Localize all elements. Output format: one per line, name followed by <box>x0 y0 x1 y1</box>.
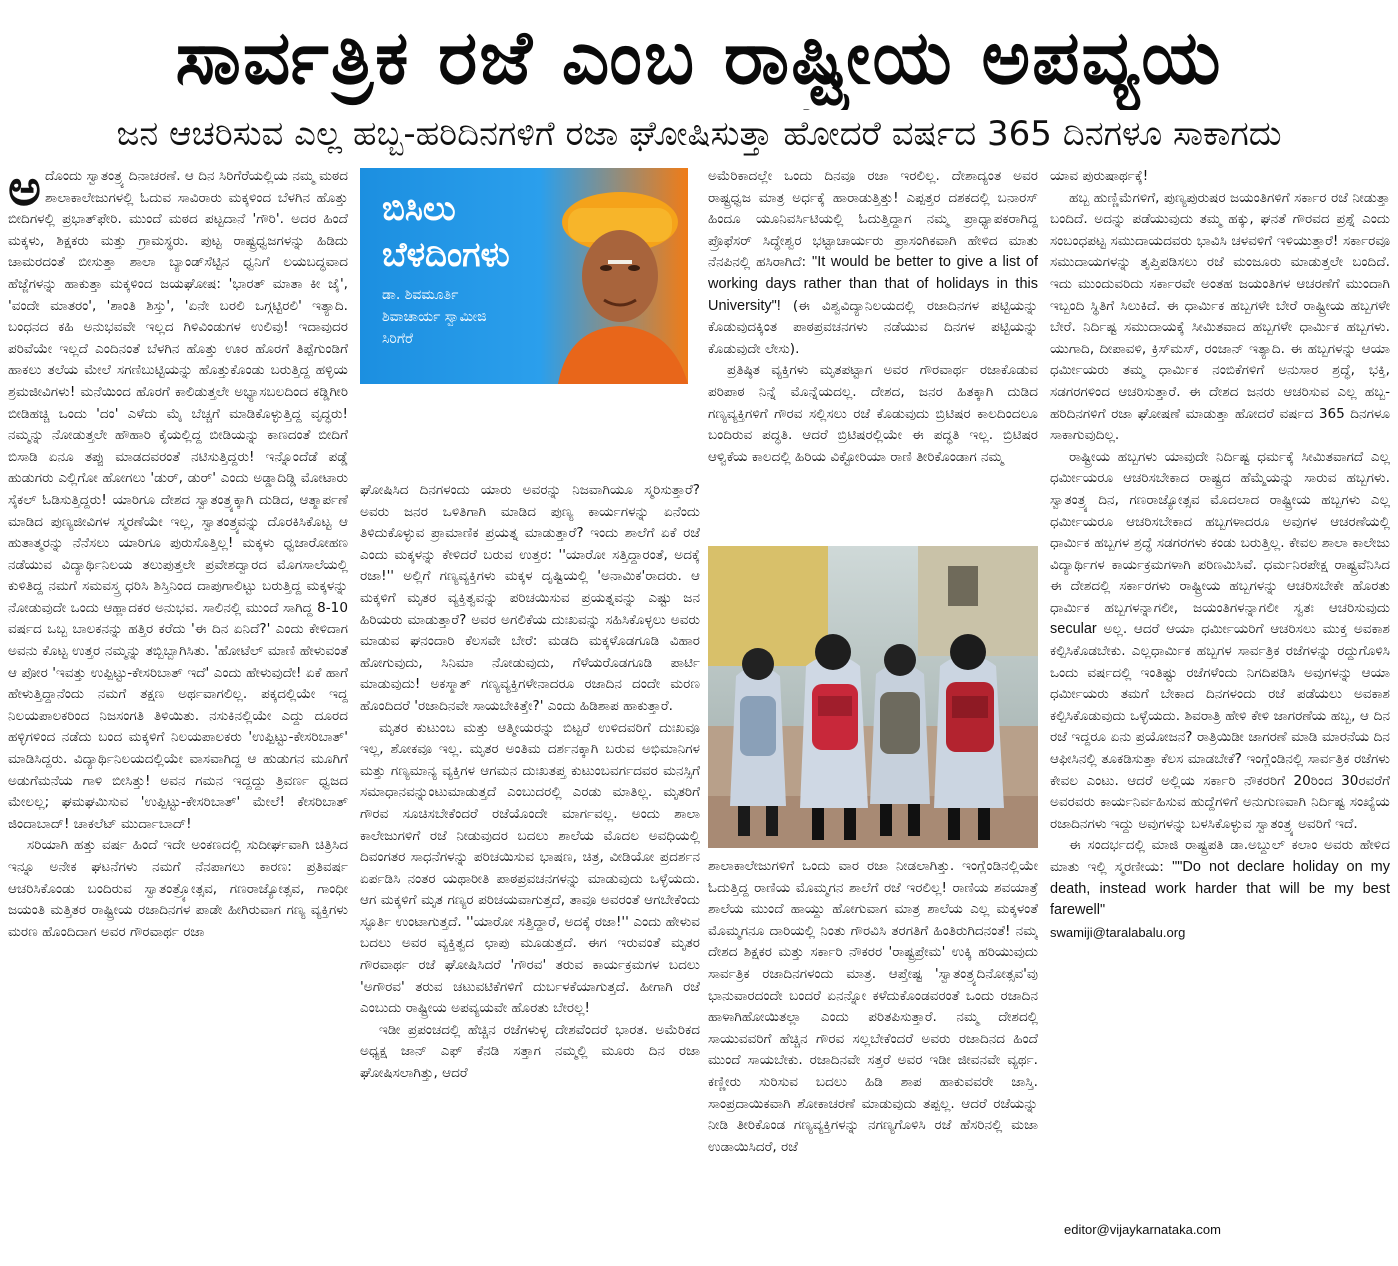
paragraph: ಘೋಷಿಸಿದ ದಿನಗಳಂದು ಯಾರು ಅವರನ್ನು ನಿಜವಾಗಿಯೂ ಸ್ಮರಿಸುತ್ತಾರೆ? ಅವರು ಜನರ ಒಳಿತಿಗಾಗಿ ಮಾಡಿದ ಪುಣ್ಯ ಕಾರ್ಯಗಳನ್ನು ಏನೆಂದು ತಿಳಿದುಕೊಳ್ಳುವ ಪ್ರಾಮಾಣಿಕ ಪ್ರಯತ್ನ ಮಾಡುತ್ತಾರೆ? ಇಂದು ಶಾಲೆಗೆ ಏಕೆ ರಜೆ ಎಂದು ಮಕ್ಕಳನ್ನು ಕೇಳಿದರೆ ಬರುವ ಉತ್ತರ: ''ಯಾರೋ ಸತ್ತಿದ್ದಾರಂತೆ, ಅದಕ್ಕೆ ರಜಾ!'' ಅಲ್ಲಿಗೆ ಗಣ್ಯವ್ಯಕ್ತಿಗಳು ಮಕ್ಕಳ ದೃಷ್ಟಿಯಲ್ಲಿ 'ಅನಾಮಿಕ'ರಾದರು. ಆ ಮಕ್ಕಳಿಗೆ ಮೃತರ ವ್ಯಕ್ತಿತ್ವವನ್ನು ಪರಿಚಯಿಸುವ ಪ್ರಯತ್ನವನ್ನು ಎಷ್ಟು ಜನ ಹಿರಿಯರು ಮಾಡುತ್ತಾರೆ? ಅವರ ಅಗಲಿಕೆಯ ದುಃಖವನ್ನು ಸಹಿಸಿಕೊಳ್ಳಲು ಅವರು ಮಾಡುವ ಘನಂದಾರಿ ಕೆಲಸವೇ ಬೇರೆ: ಮಡದಿ ಮಕ್ಕಳೊಡಗೂಡಿ ವಿಹಾರ ಹೋಗುವುದು, ಸಿನಿಮಾ ನೋಡುವುದು, ಗೆಳೆಯರೊಡಗೂಡಿ ಪಾರ್ಟಿ ಮಾಡುವುದು! ಅಕಸ್ಮಾತ್ ಗಣ್ಯವ್ಯಕ್ತಿಗಳೇನಾದರೂ ರಜಾದಿನ ದಂದೇ ಮರಣ ಹೊಂದಿದರೆ 'ರಜಾದಿನವೇ ಸಾಯಬೇಕಿತ್ತೇ?' ಎಂದು ಹಿಡಿಶಾಪ ಹಾಕುತ್ತಾರೆ. <box>360 482 700 714</box>
english-quote: ""Do not declare holiday on my death, instead work harder that will be my best farewell" <box>1050 859 1390 919</box>
column-title-line2: ಬೆಳದಿಂಗಳು <box>382 235 510 275</box>
article-column-3-upper <box>708 166 1038 538</box>
author-portrait <box>548 168 688 384</box>
paragraph-text: ರಾಷ್ಟ್ರೀಯ ಹಬ್ಬಗಳು ಯಾವುದೇ ನಿರ್ದಿಷ್ಟ ಧರ್ಮಕ್ಕೆ ಸೀಮಿತವಾಗದೆ ಎಲ್ಲ ಧರ್ಮೀಯರೂ ಆಚರಿಸಬೇಕಾದ ರಾಷ್ಟ್ರದ ಹೆಮ್ಮೆಯನ್ನು ಸಾರುವ ಹಬ್ಬಗಳು. ಸ್ವಾತಂತ್ರ್ಯ ದಿನ, ಗಣರಾಜ್ಯೋತ್ಸವ ಮೊದಲಾದ ರಾಷ್ಟ್ರೀಯ ಹಬ್ಬಗಳು ಎಲ್ಲ ಧರ್ಮೀಯರೂ ಆಚರಿಸಬೇಕಾದ ಹಬ್ಬಗಳಾದರೂ ಅವುಗಳ ಆಚರಣೆಯಲ್ಲಿ ಧಾರ್ಮಿಕ ಹಬ್ಬಗಳ ಶ್ರದ್ಧೆ ಸಡಗರಗಳು ಕಂಡು ಬರುತ್ತಿಲ್ಲ. ಕೇವಲ ಶಾಲಾ ಕಾಲೇಜು ವಿದ್ಯಾರ್ಥಿಗಳ ಕಾರ್ಯಕ್ರಮಗಳಾಗಿ ಪರಿಣಮಿಸಿವೆ. ಧರ್ಮನಿರಪೇಕ್ಷ ರಾಷ್ಟ್ರವೆನಿಸಿದ ಈ ದೇಶದಲ್ಲಿ ಸರ್ಕಾರಗಳು ರಾಷ್ಟ್ರೀಯ ಹಬ್ಬಗಳನ್ನು ಆಚರಿಸಬೇಕೇ ಹೊರತು ಧಾರ್ಮಿಕ ಹಬ್ಬಗಳನ್ನಾಗಲೀ, ಜಯಂತಿಗಳನ್ನಾಗಲೀ ಸ್ವತಃ ಆಚರಿಸುವುದು <box>1050 448 1390 616</box>
paragraph: ಮೃತರ ಕುಟುಂಬ ಮತ್ತು ಆತ್ಮೀಯರನ್ನು ಬಿಟ್ಟರೆ ಉಳಿದವರಿಗೆ ದುಃಖವೂ ಇಲ್ಲ, ಶೋಕವೂ ಇಲ್ಲ. ಮೃತರ ಅಂತಿಮ ದರ್ಶನಕ್ಕಾಗಿ ಬರುವ ಅಭಿಮಾನಿಗಳ ಮತ್ತು ಗಣ್ಯಮಾನ್ಯ ವ್ಯಕ್ತಿಗಳ ಆಗಮನ ದುಃಖತಪ್ತ ಕುಟುಂಬವರ್ಗದವರ ಮನಸ್ಸಿಗೆ ಸಮಾಧಾನವನ್ನುಂಟುಮಾಡುತ್ತದೆ ಎಂಬುದರಲ್ಲಿ ಎರಡು ಮಾತಿಲ್ಲ. ಮೃತರಿಗೆ ಗೌರವ ಸೂಚಿಸಬೇಕೆಂದರೆ ರಜೆಯೊಂದೇ ಮಾರ್ಗವಲ್ಲ. ಅಂದು ಶಾಲಾ ಕಾಲೇಜುಗಳಿಗೆ ರಜೆ ನೀಡುವುದರ ಬದಲು ಶಾಲೆಯ ಮೊದಲ ಅವಧಿಯಲ್ಲಿ ದಿವಂಗತರ ಸಾಧನೆಗಳನ್ನು ಪರಿಚಯಿಸುವ ಭಾಷಣ, ಚಿತ್ರ, ವೀಡಿಯೋ ಪ್ರದರ್ಶನ ಏರ್ಪಡಿಸಿ ನಂತರ ಯಥಾರೀತಿ ಪಾಠಪ್ರವಚನಗಳನ್ನು ಮಾಡುವುದು ಒಳ್ಳೆಯದು. ಆಗ ಮಕ್ಕಳಿಗೆ ಮೃತ ಗಣ್ಯರ ಪರಿಚಯವಾಗುತ್ತದೆ, ತಾವೂ ಅವರಂತೆ ಆಗಬೇಕೆಂದು ಸ್ಫೂರ್ತಿ ಉಂಟಾಗುತ್ತದೆ. ''ಯಾರೋ ಸತ್ತಿದ್ದಾರೆ, ಅದಕ್ಕೆ ರಜಾ!'' ಎಂದು ಹೇಳುವ ಬದಲು ಅವರ ವ್ಯಕ್ತಿತ್ವದ ಛಾಪು ಮೂಡುತ್ತದೆ. ಈಗ ಇರುವಂತೆ ಮೃತರ ಗೌರವಾರ್ಥ ರಜೆ ಘೋಷಿಸಿದರೆ 'ಗೌರವ' ತರುವ ಕಾರ್ಯಕ್ರಮಗಳ ಬದಲು 'ಅಗೌರವ' ತರುವ ಚಟುವಟಿಕೆಗಳಿಗೆ ದುರ್ಬಳಕೆಯಾಗುತ್ತದೆ. ಹೀಗಾಗಿ ರಜೆ ಎಂಬುದು ರಾಷ್ಟ್ರೀಯ ಅಪವ್ಯಯವೇ ಹೊರತು ಬೇರಲ್ಲ! <box>360 719 700 1017</box>
paragraph: ಶಾಲಾಕಾಲೇಜುಗಳಿಗೆ ಒಂದು ವಾರ ರಜಾ ನೀಡಲಾಗಿತ್ತು. ಇಂಗ್ಲೆಂಡಿನಲ್ಲಿಯೇ ಓದುತ್ತಿದ್ದ ರಾಣಿಯ ಮೊಮ್ಮಗನ ಶಾಲೆಗೆ ರಜೆ ಇರಲಿಲ್ಲ! ರಾಣಿಯ ಶವಯಾತ್ರೆ ಶಾಲೆಯ ಮುಂದೆ ಹಾಯ್ದು ಹೋಗುವಾಗ ಮಾತ್ರ ಶಾಲೆಯ ಎಲ್ಲ ಮಕ್ಕಳಂತೆ ಮೊಮ್ಮಗನೂ ದಾರಿಯಲ್ಲಿ ನಿಂತು ಗೌರವಿಸಿ ತರಗತಿಗೆ ಹಿಂತಿರುಗಿದನಂತೆ! ನಮ್ಮ ದೇಶದ ಶಿಕ್ಷಕರ ಮತ್ತು ಸರ್ಕಾರಿ ನೌಕರರ 'ರಾಷ್ಟ್ರಪ್ರೇಮ' ಉಕ್ಕಿ ಹರಿಯುವುದು ಸಾರ್ವತ್ರಿಕ ರಜಾದಿನಗಳಂದು ಮಾತ್ರ. ಆಪ್ತೇಷ್ಟ 'ಸ್ವಾತಂತ್ರ್ಯದಿನೋತ್ಸವ'ವು ಭಾನುವಾರದಂದೇ ಬಂದರೆ ಏನನ್ನೋ ಕಳೆದುಕೊಂಡವರಂತೆ ಒಂದು ರಜಾದಿನ ಹಾಳಾಗಿಹೋಯಿತಲ್ಲಾ ಎಂದು ಪರಿತಪಿಸುತ್ತಾರೆ. ನಮ್ಮ ದೇಶದಲ್ಲಿ ಸಾಯುವವರಿಗೆ ಹೆಚ್ಚಿನ ಗೌರವ ಸಲ್ಲಬೇಕೆಂದರೆ ಅವರು ರಜಾದಿನದ ಹಿಂದೆ ಮುಂದೆ ಸಾಯಬೇಕು. ರಜಾದಿನವೇ ಸತ್ತರೆ ಅವರ ಇಡೀ ಜೀವನವೇ ವ್ಯರ್ಥ. ಕಣ್ಣೀರು ಸುರಿಸುವ ಬದಲು ಹಿಡಿ ಶಾಪ ಹಾಕುವವರೇ ಜಾಸ್ತಿ. ಸಾಂಪ್ರದಾಯಿಕವಾಗಿ ಶೋಕಾಚರಣೆ ಮಾಡುವುದು ತಪ್ಪಲ್ಲ. ಆದರೆ ರಜೆಯನ್ನು ನೀಡಿ ತೀರಿಕೊಂಡ ಗಣ್ಯವ್ಯಕ್ತಿಗಳನ್ನು ನಗಣ್ಯಗೊಳಿಸಿ ರಜೆ ಹೆಸರಿನಲ್ಲಿ ಮಜಾ ಉಡಾಯಿಸಿದರೆ, ರಜೆ <box>708 858 1038 1155</box>
author-email: swamiji@taralabalu.org <box>1050 924 1186 940</box>
headline: ಸಾರ್ವತ್ರಿಕ ರಜೆ ಎಂಬ ರಾಷ್ಟ್ರೀಯ ಅಪವ್ಯಯ <box>175 15 1223 101</box>
article-column-3-lower <box>708 856 1038 1260</box>
column-title-line1: ಬಿಸಿಲು <box>382 189 456 229</box>
paragraph: ಪ್ರತಿಷ್ಠಿತ ವ್ಯಕ್ತಿಗಳು ಮೃತಪಟ್ಟಾಗ ಅವರ ಗೌರವಾರ್ಥ ರಜಾಕೊಡುವ ಪರಿಪಾಠ ನಿನ್ನೆ ಮೊನ್ನೆಯದಲ್ಲ. ದೇಶದ, ಜನರ ಹಿತಕ್ಕಾಗಿ ದುಡಿದ ಗಣ್ಯವ್ಯಕ್ತಿಗಳಿಗೆ ಗೌರವ ಸಲ್ಲಿಸಲು ರಜೆ ಕೊಡುವುದು ಬ್ರಿಟಿಷರ ಕಾಲದಿಂದಲೂ ಬಂದಿರುವ ಪದ್ಧತಿ. ಆದರೆ ಬ್ರಿಟಿಷರಲ್ಲಿಯೇ ಈ ಪದ್ಧತಿ ಇಲ್ಲ. ಬ್ರಿಟಿಷರ ಆಳ್ವಿಕೆಯ ಕಾಲದಲ್ಲಿ ಹಿರಿಯ ವಿಕ್ಟೋರಿಯಾ ರಾಣಿ ತೀರಿಕೊಂಡಾಗ ನಮ್ಮ <box>708 362 1038 465</box>
paragraph-text: ಅಮೆರಿಕಾದಲ್ಲೇ ಒಂದು ದಿನವೂ ರಜಾ ಇರಲಿಲ್ಲ. ದೇಶಾದ್ಯಂತ ಅವರ ರಾಷ್ಟ್ರಧ್ವಜ ಮಾತ್ರ ಅರ್ಧಕ್ಕೆ ಹಾರಾಡುತ್ತಿತ್ತು! ಎಪ್ಪತ್ತರ ದಶಕದಲ್ಲಿ ಬನಾರಸ್ ಹಿಂದೂ ಯೂನಿವರ್ಸಿಟಿಯಲ್ಲಿ ಓದುತ್ತಿದ್ದಾಗ ನಮ್ಮ ಪ್ರಾಧ್ಯಾಪಕರಾಗಿದ್ದ ಪ್ರೊಫೆಸರ್ ಸಿದ್ಧೇಶ್ವರ ಭಟ್ಟಾಚಾರ್ಯರು ಪ್ರಾಸಂಗಿಕವಾಗಿ ಹೇಳಿದ ಮಾತು ನೆನಪಿನಲ್ಲಿ ಹಸಿರಾಗಿದೆ: <box>708 168 1038 271</box>
subheadline: ಜನ ಆಚರಿಸುವ ಎಲ್ಲ ಹಬ್ಬ-ಹರಿದಿನಗಳಿಗೆ ರಜಾ ಘೋಷಿಸುತ್ತಾ ಹೋದರೆ ವರ್ಷದ 365 ದಿನಗಳೂ ಸಾಕಾಗದು <box>116 114 1282 154</box>
paragraph-text: ಈ ಸಂದರ್ಭದಲ್ಲಿ ಮಾಜಿ ರಾಷ್ಟ್ರಪತಿ ಡಾ.ಅಬ್ದುಲ್ ಕಲಾಂ ಅವರು ಹೇಳಿದ ಮಾತು ಇಲ್ಲಿ ಸ್ಮರಣೀಯ: <box>1050 837 1390 875</box>
editor-email: editor@vijaykarnataka.com <box>1064 1222 1221 1237</box>
paragraph: ಸರಿಯಾಗಿ ಹತ್ತು ವರ್ಷ ಹಿಂದೆ ಇದೇ ಅಂಕಣದಲ್ಲಿ ಸುದೀರ್ಘವಾಗಿ ಚಿತ್ರಿಸಿದ ಇನ್ನೂ ಅನೇಕ ಘಟನೆಗಳು ನಮಗೆ ನೆನಪಾಗಲು ಕಾರಣ: ಪ್ರತಿವರ್ಷ ಆಚರಿಸಿಕೊಂಡು ಬಂದಿರುವ ಸ್ವಾತಂತ್ರ್ಯೋತ್ಸವ, ಗಣರಾಜ್ಯೋತ್ಸವ, ಗಾಂಧೀ ಜಯಂತಿ ಮತ್ತಿತರ ರಾಷ್ಟ್ರೀಯ ರಜಾದಿನಗಳ ಪಾಡೇ ಹೀಗಿರುವಾಗ ಗಣ್ಯ ವ್ಯಕ್ತಿಗಳು ಮರಣ ಹೊಂದಿದಾಗ ಅವರ ಗೌರವಾರ್ಥ ರಜಾ <box>8 837 348 940</box>
paragraph <box>708 166 1038 360</box>
article-column-1 <box>8 166 348 1260</box>
author-name-line2: ಶಿವಾಚಾರ್ಯ ಸ್ವಾಮೀಜಿ <box>382 309 487 325</box>
paragraph <box>1050 447 1390 836</box>
paragraph-text: (ಈ ವಿಶ್ವವಿದ್ಯಾನಿಲಯದಲ್ಲಿ ರಜಾದಿನಗಳ ಪಟ್ಟಿಯನ್ನು ಕೊಡುವುದಕ್ಕಿಂತ ಪಾಠಪ್ರವಚನಗಳು ನಡೆಯುವ ದಿನಗಳ ಪಟ್ಟಿಯನ್ನು ಕೊಡುವುದೇ ಲೇಸು). <box>708 297 1038 357</box>
dropcap: ಅ <box>8 166 41 217</box>
author-name-line1: ಡಾ. ಶಿವಮೂರ್ತಿ <box>382 287 459 303</box>
students-photo <box>708 546 1038 848</box>
column-title <box>382 186 562 278</box>
paragraph: ಇಡೀ ಪ್ರಪಂಚದಲ್ಲಿ ಹೆಚ್ಚಿನ ರಜೆಗಳುಳ್ಳ ದೇಶವೆಂದರೆ ಭಾರತ. ಅಮೆರಿಕದ ಅಧ್ಯಕ್ಷ ಜಾನ್ ಎಫ್ ಕೆನಡಿ ಸತ್ತಾಗ ನಮ್ಮಲ್ಲಿ ಮೂರು ದಿನ ರಜಾ ಘೋಷಿಸಲಾಗಿತ್ತು, ಆದರೆ <box>360 1021 700 1082</box>
english-quote: "It would be better to give a list of working days rather than that of holidays in this University"! <box>708 254 1038 314</box>
english-word: secular <box>1050 621 1097 638</box>
article-column-2 <box>360 480 700 1260</box>
paragraph <box>8 166 348 835</box>
paragraph: ಹಬ್ಬ ಹುಣ್ಣಿಮೆಗಳಿಗೆ, ಪುಣ್ಯಪುರುಷರ ಜಯಂತಿಗಳಿಗೆ ಸರ್ಕಾರ ರಜೆ ನೀಡುತ್ತಾ ಬಂದಿದೆ. ಅದನ್ನು ಪಡೆಯುವುದು ತಮ್ಮ ಹಕ್ಕು, ಘನತೆ ಗೌರವದ ಪ್ರಶ್ನೆ ಎಂದು ಸಂಬಂಧಪಟ್ಟ ಸಮುದಾಯದವರು ಭಾವಿಸಿ ಚಳವಳಿಗೆ ಇಳಿಯುತ್ತಾರೆ! ಸರ್ಕಾರವೂ ಸಮುದಾಯಗಳನ್ನು ತೃಪ್ತಿಪಡಿಸಲು ರಜೆ ಮಂಜೂರು ಮಾಡುತ್ತಲೇ ಬಂದಿದೆ. ಇದು ಮುಂದುವರಿದು ಸರ್ಕಾರವೇ ಅಂತಹ ಜಯಂತಿಗಳ ಆಚರಣೆಗೆ ಮುಂದಾಗಿ ಇಬ್ಬಂದಿ ಸ್ಥಿತಿಗೆ ಸಿಲುಕಿದೆ. ಈ ಧಾರ್ಮಿಕ ಹಬ್ಬಗಳೇ ಬೇರೆ ರಾಷ್ಟ್ರೀಯ ಹಬ್ಬಗಳೇ ಬೇರೆ. ನಿರ್ದಿಷ್ಟ ಸಮುದಾಯಕ್ಕೆ ಸೀಮಿತವಾದ ಹಬ್ಬಗಳೇ ಧಾರ್ಮಿಕ ಹಬ್ಬಗಳು. ಯುಗಾದಿ, ದೀಪಾವಳಿ, ಕ್ರಿಸ್‌ಮಸ್, ರಂಜಾನ್ ಇತ್ಯಾದಿ. ಈ ಹಬ್ಬಗಳನ್ನು ಆಯಾ ಧರ್ಮೀಯರು ತಮ್ಮ ಧಾರ್ಮಿಕ ನಂಬಿಕೆಗಳಿಗೆ ಅನುಸಾರ ಶ್ರದ್ಧೆ, ಭಕ್ತಿ, ಸಡಗರಗಳಿಂದ ಆಚರಿಸುತ್ತಾರೆ. ಈ ದೇಶದ ಜನರು ಆಚರಿಸುವ ಎಲ್ಲ ಹಬ್ಬ-ಹರಿದಿನಗಳಿಗೆ ರಜಾ ಘೋಷಣೆ ಮಾಡುತ್ತಾ ಹೋದರೆ ವರ್ಷದ 365 ದಿನಗಳೂ ಸಾಕಾಗುವುದಿಲ್ಲ. <box>1050 189 1390 444</box>
paragraph: ಯಾವ ಪುರುಷಾರ್ಥಕ್ಕೆ! <box>1050 168 1149 184</box>
column-title-box <box>360 168 688 384</box>
article-column-4 <box>1050 166 1390 1216</box>
paragraph-text: ದೊಂದು ಸ್ವಾತಂತ್ರ್ಯ ದಿನಾಚರಣೆ. ಆ ದಿನ ಸಿರಿಗೆರೆಯಲ್ಲಿಯ ನಮ್ಮ ಮಠದ ಶಾಲಾಕಾಲೇಜುಗಳಲ್ಲಿ ಓದುವ ಸಾವಿರಾರು ಮಕ್ಕಳಿಂದ ಬೆಳಗಿನ ಹೊತ್ತು ಬೀದಿಗಳಲ್ಲಿ ಪ್ರಭಾತ್‌ಫೇರಿ. ಮುಂದೆ ಮಠದ ಪಟ್ಟದಾನೆ 'ಗೌರಿ'. ಅದರ ಹಿಂದೆ ಮಕ್ಕಳು, ಶಿಕ್ಷಕರು ಮತ್ತು ಗ್ರಾಮಸ್ಥರು. ಪುಟ್ಟ ರಾಷ್ಟ್ರಧ್ವಜಗಳನ್ನು ಹಿಡಿದು ಚಾಮರದಂತೆ ಬೀಸುತ್ತಾ ಶಾಲಾ ಬ್ಯಾಂಡ್‌ಸೆಟ್ಟಿನ ಧ್ವನಿಗೆ ಲಯಬದ್ಧವಾದ ಹೆಜ್ಜೆಗಳನ್ನು ಹಾಕುತ್ತಾ ಮಕ್ಕಳಿಂದ ಜಯಘೋಷ: 'ಭಾರತ್ ಮಾತಾ ಕೀ ಜೈ', 'ವಂದೇ ಮಾತರಂ', 'ಶಾಂತಿ ಶಿಸ್ತು', 'ಏನೇ ಬರಲಿ ಒಗ್ಗಟ್ಟಿರಲಿ' ಇತ್ಯಾದಿ. ಬಂಧನದ ಕಹಿ ಅನುಭವವೇ ಇಲ್ಲದ ಗಿಳಿವಿಂಡುಗಳ ಉಲಿವು! ಇದಾವುದರ ಪರಿವೆಯೇ ಇಲ್ಲದೆ ಎಂದಿನಂತೆ ಬೆಳಗಿನ ಹೊತ್ತು ಊರ ಹೊರಗೆ ತಿಪ್ಪೆಗುಂಡಿಗೆ ಹಾಕಲು ತಲೆಯ ಮೇಲೆ ಸಗಣಿಬುಟ್ಟಿಯನ್ನು ಹೊತ್ತುಕೊಂಡು ಬರುತ್ತಿದ್ದ ಹಳ್ಳಿಯ ಶ್ರಮಜೀವಿಗಳು! ಮನೆಯಿಂದ ಹೊರಗೆ ಕಾಲಿಡುತ್ತಲೇ ಅಭ್ಯಾಸಬಲದಿಂದ ಕಡ್ಡಿಗೀರಿ ಬೀಡಿಹಚ್ಚಿ ಒಂದು 'ದಂ' ಎಳೆದು ಮೈ ಬೆಚ್ಚಗೆ ಮಾಡಿಕೊಳ್ಳುತ್ತಿದ್ದ ವೃದ್ಧರು! ನಮ್ಮನ್ನು ನೋಡುತ್ತಲೇ ಹೌಹಾರಿ ಕೈಯಲ್ಲಿದ್ದ ಬೀಡಿಯನ್ನು ಕಾಣದಂತೆ ಬೀದಿಗೆ ಬಿಸಾಡಿ ಏನೂ ತಪ್ಪು ಮಾಡದವರಂತೆ ನಟಿಸುತ್ತಿದ್ದರು! ಇನ್ನೊಂದೆಡೆ ಪಡ್ಡೆ ಹುಡುಗರು ಎಲ್ಲಿಗೋ ಹೋಗಲು 'ಡುರ್, ಡುರ್' ಎಂದು ಅಡ್ಡಾದಿಡ್ಡಿ ಮೋಟಾರು ಸೈಕಲ್ ಓಡಿಸುತ್ತಿದ್ದರು! ಯಾರಿಗೂ ದೇಶದ ಸ್ವಾತಂತ್ರ್ಯಕ್ಕಾಗಿ ದುಡಿದ, ಆತ್ಮಾರ್ಪಣೆ ಮಾಡಿದ ಪುಣ್ಯಜೀವಿಗಳ ಸ್ಮರಣೆಯೇ ಇಲ್ಲ, ಸ್ವಾತಂತ್ರ್ಯವನ್ನು ದೊರಕಿಸಿಕೊಟ್ಟ ಆ ಹುತಾತ್ಮರನ್ನು ನೆನೆಸಲು ಯಾರಿಗೂ ಪುರುಸೊತ್ತಿಲ್ಲ! ಮಕ್ಕಳು ಧ್ವಜಾರೋಹಣ ನಡೆಯುವ ವಿದ್ಯಾರ್ಥಿನಿಲಯ ತಲುಪುತ್ತಲೇ ಪ್ರವೇಶದ್ವಾರದ ಮೊಗಸಾಲೆಯಲ್ಲಿ ಕುಳಿತಿದ್ದ ನಮಗೆ ಸಮವಸ್ತ್ರ ಧರಿಸಿ ಶಿಸ್ತಿನಿಂದ ದಾಪುಗಾಲಿಟ್ಟು ಬರುತ್ತಿದ್ದ ಮಕ್ಕಳನ್ನು ನೋಡುವುದೇ ಒಂದು ಆಹ್ಲಾದಕರ ಅನುಭವ. ಸಾಲಿನಲ್ಲಿ ಮುಂದೆ ಸಾಗಿದ್ದ 8-10 ವರ್ಷದ ಒಬ್ಬ ಬಾಲಕನನ್ನು ಹತ್ತಿರ ಕರೆದು 'ಈ ದಿನ ಏನಿದೆ?' ಎಂದು ಕೇಳಿದಾಗ ಅವನು ಕೊಟ್ಟ ಉತ್ತರ ನಮ್ಮನ್ನು ತಬ್ಬಿಬ್ಬಾಗಿಸಿತು. 'ಹೋಟೆಲ್ ಮಾಣಿ ಹೇಳುವಂತೆ ಆ ಪೋರ 'ಇವತ್ತು ಉಪ್ಪಿಟ್ಟು-ಕೇಸರಿಬಾತ್ ಇದೆ' ಎಂದು ಹೇಳುವುದೇ! ಏಕೆ ಹಾಗೆ ಹೇಳುತ್ತಿದ್ದಾನೆಂದು ನಮಗೆ ತಕ್ಷಣ ಅರ್ಥವಾಗಲಿಲ್ಲ. ಪಕ್ಕದಲ್ಲಿಯೇ ಇದ್ದ ನಿಲಯಪಾಲಕರಿಂದ ನಿಜಸಂಗತಿ ತಿಳಿಯಿತು. ನಸುಕಿನಲ್ಲಿಯೇ ಎದ್ದು ದೂರದ ಹಳ್ಳಿಗಳಿಂದ ನಡೆದು ಬಂದ ಮಕ್ಕಳಿಗೆ ನಿಲಯಪಾಲಕರು 'ಉಪ್ಪಿಟ್ಟು-ಕೇಸರಿಬಾತ್' ಮಾಡಿಸಿದ್ದರು. ವಿದ್ಯಾರ್ಥಿನಿಲಯದಲ್ಲಿಯೇ ವಾಸವಾಗಿದ್ದ ಆ ಹುಡುಗನ ಮೂಗಿಗೆ ಅಡುಗೆಮನೆಯ ಗಾಳಿ ಬೀಸಿತ್ತು! ಅವನ ಗಮನ ಇದ್ದದ್ದು ತ್ರಿವರ್ಣ ಧ್ವಜದ ಮೇಲಲ್ಲ; ಘಮಘಮಿಸುವ 'ಉಪ್ಪಿಟ್ಟು-ಕೇಸರಿಬಾತ್' ಮೇಲೆ! ಕೇಸರಿಬಾತ್ ಜಿಂದಾಬಾದ್! ಚಾಕಲೆಟ್ ಮುರ್ದಾಬಾದ್! <box>8 168 348 832</box>
author-place: ಸಿರಿಗೆರೆ <box>382 331 413 347</box>
paragraph <box>1050 835 1390 921</box>
paragraph-text: ಅಲ್ಲ. ಆದರೆ ಆಯಾ ಧರ್ಮೀಯರಿಗೆ ಆಚರಿಸಲು ಮುಕ್ತ ಅವಕಾಶ ಕಲ್ಪಿಸಿಕೊಡಬೇಕು. ಎಲ್ಲಧಾರ್ಮಿಕ ಹಬ್ಬಗಳ ಸಾರ್ವತ್ರಿಕ ರಜೆಗಳನ್ನು ರದ್ದುಗೊಳಿಸಿ ಒಂದು ವರ್ಷದಲ್ಲಿ ಇಂತಿಷ್ಟು ರಜೆಗಳೆಂದು ನಿಗದಿಪಡಿಸಿ ಅವುಗಳನ್ನು ಆಯಾ ಧರ್ಮೀಯರು ತಮಗೆ ಬೇಕಾದ ದಿನಗಳಂದು ರಜೆ ಪಡೆಯಲು ಅವಕಾಶ ಕಲ್ಪಿಸಿಕೊಡುವುದು ಒಳ್ಳೆಯದು. ಶಿವರಾತ್ರಿ ಹೇಳಿ ಕೇಳಿ ಜಾಗರಣೆಯ ಹಬ್ಬ, ಆ ದಿನ ರಜೆ ಇದ್ದರೂ ಏನು ಪ್ರಯೋಜನ? ರಾತ್ರಿಯಿಡೀ ಜಾಗರಣೆ ಮಾಡಿ ಮಾರನೆಯ ದಿನ ಆಫೀಸಿನಲ್ಲಿ ತೂಕಡಿಸುತ್ತಾ ಕೆಲಸ ಮಾಡಬೇಕೆ? ಇಂಗ್ಲೆಂಡಿನಲ್ಲಿ ಸಾರ್ವತ್ರಿಕ ರಜೆಗಳು ಕೇವಲ ಎಂಟು. ಆದರೆ ಅಲ್ಲಿಯ ಸರ್ಕಾರಿ ನೌಕರರಿಗೆ 20ರಿಂದ 30ರವರೆಗೆ ಅವರವರು ಕಾರ್ಯನಿರ್ವಹಿಸುವ ಹುದ್ದೆಗಳಿಗೆ ಅನುಗುಣವಾಗಿ ನಿರ್ದಿಷ್ಟ ಸಂಖ್ಯೆಯ ರಜಾದಿನಗಳು ಇದ್ದು ಅವುಗಳನ್ನು ಬಳಸಿಕೊಳ್ಳುವ ಸ್ವಾತಂತ್ರ್ಯ ಅವರಿಗೆ ಇದೆ. <box>1050 621 1390 832</box>
